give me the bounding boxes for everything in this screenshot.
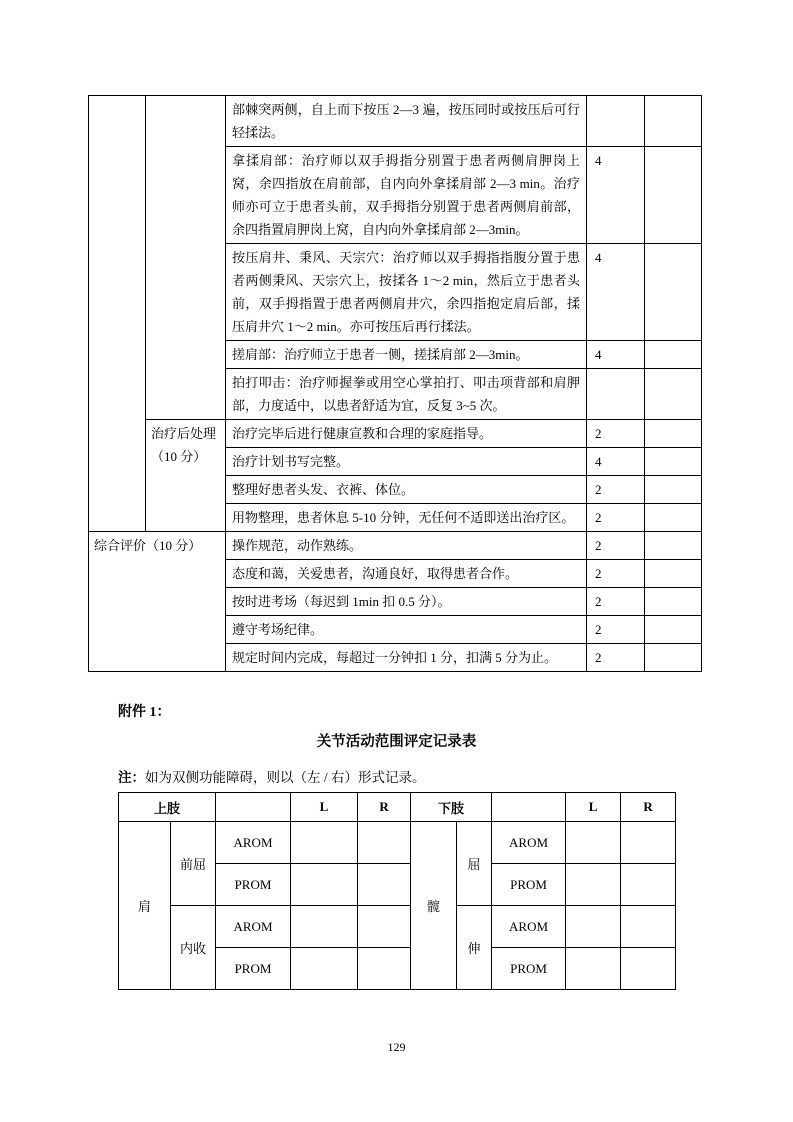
rom-entry-cell [621,906,676,948]
rom-entry-cell [291,822,358,864]
rom-entry-cell [291,948,358,990]
criteria-cell: 整理好患者头发、衣裤、体位。 [226,476,587,504]
note [118,766,426,786]
blank-cell [645,560,702,588]
score-cell: 4 [587,244,645,341]
rom-entry-cell [566,822,621,864]
rom-header-l-upper: L [291,793,358,822]
rom-type-prom: PROM [216,864,291,906]
table-row [89,96,702,147]
criteria-cell: 操作规范，动作熟练。 [226,532,587,560]
blank-cell [645,616,702,644]
rom-entry-cell [358,906,411,948]
empty-subcategory-cell [146,96,226,420]
rom-header-row [119,793,676,822]
rom-motion-adduction: 内收 [171,906,216,990]
blank-cell [645,644,702,672]
criteria-cell: 按压肩井、秉风、天宗穴：治疗师以双手拇指指腹分置于患者两侧秉风、天宗穴上，按揉各 1～2 min，然后立于患者头前，双手拇指置于患者两侧肩井穴，余四指抱定肩后部，揉压肩井穴 1～2 min。亦可按压后再行揉法。 [226,244,587,341]
blank-cell [645,369,702,420]
score-cell: 2 [587,420,645,448]
score-cell: 4 [587,341,645,369]
blank-cell [645,588,702,616]
score-cell [587,96,645,147]
page-number: 129 [387,1040,406,1054]
score-cell: 2 [587,560,645,588]
rom-type-prom: PROM [492,948,566,990]
rom-type-prom: PROM [216,948,291,990]
note-text: 如为双侧功能障碍，则以（左 / 右）形式记录。 [145,770,426,785]
rom-entry-cell [566,948,621,990]
blank-cell [645,448,702,476]
rom-entry-cell [358,822,411,864]
table-row [89,532,702,560]
rom-motion-hip-flexion: 屈 [457,822,492,906]
rom-entry-cell [621,822,676,864]
rom-motion-hip-extension: 伸 [457,906,492,990]
empty-category-cell [89,96,146,532]
rom-entry-cell [566,864,621,906]
rom-joint-hip: 髋 [411,822,457,990]
criteria-cell: 态度和蔼，关爱患者，沟通良好，取得患者合作。 [226,560,587,588]
blank-cell [645,476,702,504]
rom-entry-cell [291,864,358,906]
blank-cell [645,147,702,244]
rom-header-r-upper: R [358,793,411,822]
rom-type-arom: AROM [216,906,291,948]
score-cell: 2 [587,644,645,672]
rom-row [119,906,676,948]
blank-cell [645,420,702,448]
rom-entry-cell [566,906,621,948]
criteria-cell: 搓肩部：治疗师立于患者一侧，搓揉肩部 2—3min。 [226,341,587,369]
rom-header-empty-upper [216,793,291,822]
score-cell: 4 [587,147,645,244]
criteria-cell: 规定时间内完成，每超过一分钟扣 1 分，扣满 5 分为止。 [226,644,587,672]
criteria-cell: 治疗计划书写完整。 [226,448,587,476]
criteria-cell: 拍打叩击：治疗师握拳或用空心掌拍打、叩击项背部和肩胛部，力度适中，以患者舒适为宜，反复 3~5 次。 [226,369,587,420]
section-cell-overall-evaluation: 综合评价（10 分） [89,532,226,672]
table-row [89,420,702,448]
rom-header-upper-limb: 上肢 [119,793,216,822]
section-cell-post-treatment: 治疗后处理（10 分） [146,420,226,532]
blank-cell [645,341,702,369]
rom-motion-flexion: 前屈 [171,822,216,906]
blank-cell [645,244,702,341]
score-cell [587,369,645,420]
blank-cell [645,504,702,532]
rom-entry-cell [291,906,358,948]
criteria-cell: 按时进考场（每迟到 1min 扣 0.5 分）。 [226,588,587,616]
rom-type-arom: AROM [492,822,566,864]
rom-header-empty-lower [492,793,566,822]
rom-header-r-lower: R [621,793,676,822]
rom-type-arom: AROM [216,822,291,864]
note-prefix: 注： [118,770,145,785]
rom-entry-cell [358,864,411,906]
score-cell: 4 [587,448,645,476]
score-cell: 2 [587,476,645,504]
rom-entry-cell [621,948,676,990]
criteria-cell: 用物整理，患者休息 5-10 分钟，无任何不适即送出治疗区。 [226,504,587,532]
rom-entry-cell [358,948,411,990]
score-cell: 2 [587,588,645,616]
rom-entry-cell [621,864,676,906]
blank-cell [645,96,702,147]
rom-header-l-lower: L [566,793,621,822]
criteria-cell: 部棘突两侧，自上而下按压 2—3 遍，按压同时或按压后可行轻揉法。 [226,96,587,147]
blank-cell [645,532,702,560]
criteria-cell: 治疗完毕后进行健康宣教和合理的家庭指导。 [226,420,587,448]
scoring-rubric-table [88,95,702,672]
rom-type-prom: PROM [492,864,566,906]
score-cell: 2 [587,532,645,560]
form-title: 关节活动范围评定记录表 [316,734,477,750]
score-cell: 2 [587,504,645,532]
criteria-cell: 拿揉肩部：治疗师以双手拇指分别置于患者两侧肩胛岗上窝，余四指放在肩前部，自内向外拿揉肩部 2—3 min。治疗师亦可立于患者头前，双手拇指分别置于患者两侧肩前部，余四指置肩胛岗上窝，自内向外拿揉肩部 2—3min。 [226,147,587,244]
score-cell: 2 [587,616,645,644]
rom-type-arom: AROM [492,906,566,948]
rom-joint-shoulder: 肩 [119,822,171,990]
rom-header-lower-limb: 下肢 [411,793,492,822]
criteria-cell: 遵守考场纪律。 [226,616,587,644]
attachment-label: 附件 1： [118,705,171,720]
rom-table [118,792,676,990]
rom-row [119,822,676,864]
